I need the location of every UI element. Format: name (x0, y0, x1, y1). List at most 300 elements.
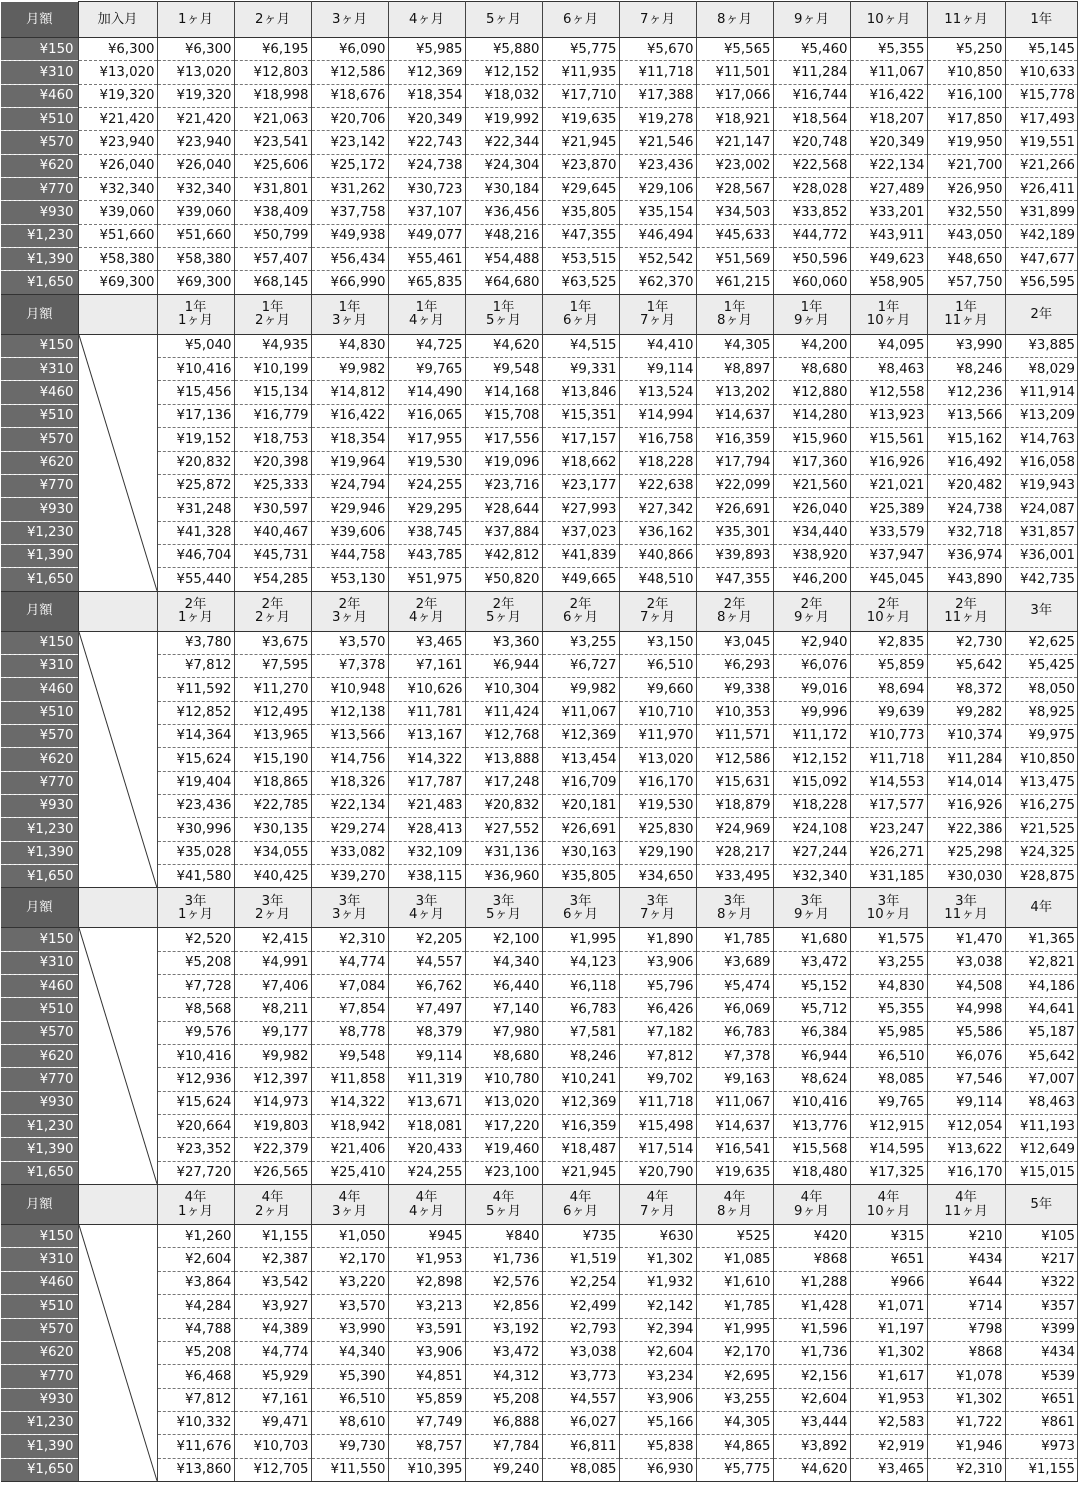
fee-value-cell: ¥9,765 (388, 358, 465, 381)
column-header-label: 2年 (415, 596, 438, 612)
fee-value-cell: ¥16,758 (619, 428, 696, 451)
column-header-label: 3ヶ月 (331, 610, 368, 626)
fee-value-cell: ¥47,677 (1005, 248, 1078, 271)
monthly-fee-label: ¥1,650 (1, 271, 78, 294)
column-header-label: 4年 (646, 1190, 669, 1206)
fee-value-cell: ¥11,270 (234, 678, 311, 701)
fee-value-cell: ¥35,154 (619, 201, 696, 224)
fee-value-cell: ¥15,498 (619, 1115, 696, 1138)
monthly-fee-table (1, 1, 1078, 1482)
fee-value-cell: ¥4,340 (311, 1341, 388, 1364)
fee-value-cell: ¥6,510 (311, 1388, 388, 1411)
monthly-fee-label: ¥310 (1, 358, 78, 381)
fee-value-cell: ¥18,487 (542, 1138, 619, 1161)
column-header-label: 7ヶ月 (639, 313, 676, 329)
monthly-fee-label: ¥570 (1, 131, 78, 154)
monthly-fee-label: ¥460 (1, 1271, 78, 1294)
monthly-fee-label: ¥620 (1, 451, 78, 474)
fee-value-cell: ¥16,275 (1005, 794, 1078, 817)
fee-value-cell: ¥13,846 (542, 381, 619, 404)
fee-value-cell: ¥10,773 (850, 724, 927, 747)
fee-value-cell: ¥7,497 (388, 998, 465, 1021)
column-header-label: 5ヶ月 (485, 906, 522, 922)
fee-value-cell: ¥4,935 (234, 334, 311, 357)
fee-value-cell: ¥10,304 (465, 678, 542, 701)
column-header-label: 3年 (646, 893, 669, 909)
column-header (234, 2, 311, 38)
section-header-row (1, 1185, 1078, 1225)
empty-diagonal-cell (78, 631, 157, 888)
table-row (1, 451, 1078, 474)
fee-value-cell: ¥11,172 (773, 724, 850, 747)
table-row (1, 951, 1078, 974)
column-header-label: 2ヶ月 (254, 313, 291, 329)
fee-value-cell: ¥13,209 (1005, 404, 1078, 427)
fee-value-cell: ¥4,557 (388, 951, 465, 974)
monthly-fee-label: ¥770 (1, 1365, 78, 1388)
fee-value-cell: ¥12,768 (465, 724, 542, 747)
fee-value-cell: ¥9,114 (388, 1045, 465, 1068)
fee-value-cell: ¥4,305 (696, 1411, 773, 1434)
table-row (1, 1045, 1078, 1068)
monthly-fee-label: ¥570 (1, 1318, 78, 1341)
fee-value-cell: ¥31,248 (157, 498, 234, 521)
fee-value-cell: ¥2,576 (465, 1271, 542, 1294)
fee-value-cell: ¥8,463 (1005, 1091, 1078, 1114)
fee-value-cell: ¥26,040 (78, 154, 157, 177)
fee-value-cell: ¥19,530 (388, 451, 465, 474)
table-row (1, 428, 1078, 451)
fee-value-cell: ¥13,020 (465, 1091, 542, 1114)
column-header (465, 591, 542, 631)
fee-value-cell: ¥24,794 (311, 474, 388, 497)
fee-value-cell: ¥10,416 (157, 358, 234, 381)
fee-value-cell: ¥58,380 (78, 248, 157, 271)
fee-value-cell: ¥1,617 (850, 1365, 927, 1388)
fee-value-cell: ¥11,284 (773, 61, 850, 84)
monthly-fee-label: ¥510 (1, 404, 78, 427)
column-header-label: 1年 (492, 299, 515, 315)
fee-value-cell: ¥32,340 (773, 865, 850, 888)
monthly-fee-label: ¥1,650 (1, 1458, 78, 1481)
fee-value-cell: ¥1,995 (696, 1318, 773, 1341)
fee-value-cell: ¥24,325 (1005, 841, 1078, 864)
fee-value-cell: ¥9,730 (311, 1435, 388, 1458)
column-header-label: 2年 (261, 596, 284, 612)
row-header-title: 月額 (1, 294, 78, 334)
fee-value-cell: ¥11,592 (157, 678, 234, 701)
fee-value-cell: ¥17,157 (542, 428, 619, 451)
fee-value-cell: ¥2,387 (234, 1248, 311, 1271)
fee-value-cell: ¥16,100 (927, 84, 1005, 107)
fee-value-cell: ¥39,606 (311, 521, 388, 544)
fee-value-cell: ¥17,248 (465, 771, 542, 794)
column-header-label: 8ヶ月 (716, 610, 753, 626)
fee-value-cell: ¥12,586 (696, 748, 773, 771)
fee-value-cell: ¥5,474 (696, 975, 773, 998)
fee-value-cell: ¥4,851 (388, 1365, 465, 1388)
fee-value-cell: ¥32,340 (78, 178, 157, 201)
fee-value-cell: ¥7,854 (311, 998, 388, 1021)
fee-value-cell: ¥8,610 (311, 1411, 388, 1434)
fee-value-cell: ¥16,422 (311, 404, 388, 427)
fee-value-cell: ¥2,604 (157, 1248, 234, 1271)
fee-value-cell: ¥25,606 (234, 154, 311, 177)
column-header-label: 10ヶ月 (866, 313, 911, 329)
column-header (234, 591, 311, 631)
fee-value-cell: ¥7,140 (465, 998, 542, 1021)
fee-value-cell: ¥12,495 (234, 701, 311, 724)
column-header-label: 9ヶ月 (793, 11, 830, 27)
fee-value-cell: ¥16,541 (696, 1138, 773, 1161)
fee-value-cell: ¥4,200 (773, 334, 850, 357)
monthly-fee-label: ¥460 (1, 975, 78, 998)
column-header-label: 1年 (184, 299, 207, 315)
fee-value-cell: ¥217 (1005, 1248, 1078, 1271)
fee-value-cell: ¥22,344 (465, 131, 542, 154)
table-row (1, 1115, 1078, 1138)
table-row (1, 271, 1078, 294)
fee-value-cell: ¥6,118 (542, 975, 619, 998)
fee-value-cell: ¥31,857 (1005, 521, 1078, 544)
fee-value-cell: ¥24,255 (388, 1161, 465, 1184)
fee-value-cell: ¥15,162 (927, 428, 1005, 451)
fee-value-cell: ¥12,880 (773, 381, 850, 404)
fee-value-cell: ¥29,106 (619, 178, 696, 201)
fee-value-cell: ¥34,650 (619, 865, 696, 888)
column-header-label: 4年 (338, 1190, 361, 1206)
fee-value-cell: ¥42,812 (465, 544, 542, 567)
fee-value-cell: ¥69,300 (157, 271, 234, 294)
fee-value-cell: ¥39,893 (696, 544, 773, 567)
fee-value-cell: ¥43,890 (927, 568, 1005, 591)
column-header (311, 2, 388, 38)
fee-value-cell: ¥14,553 (850, 771, 927, 794)
column-header-label: 4年 (261, 1190, 284, 1206)
fee-value-cell: ¥20,706 (311, 108, 388, 131)
fee-value-cell: ¥18,676 (311, 84, 388, 107)
fee-value-cell: ¥5,460 (773, 38, 850, 61)
fee-value-cell: ¥11,781 (388, 701, 465, 724)
fee-value-cell: ¥1,302 (619, 1248, 696, 1271)
fee-value-cell: ¥11,550 (311, 1458, 388, 1481)
monthly-fee-label: ¥510 (1, 701, 78, 724)
column-header-label: 2年 (184, 596, 207, 612)
column-header-label: 9ヶ月 (793, 906, 830, 922)
fee-value-cell: ¥13,566 (311, 724, 388, 747)
column-header (311, 591, 388, 631)
fee-value-cell: ¥4,123 (542, 951, 619, 974)
table-row (1, 334, 1078, 357)
fee-value-cell: ¥30,597 (234, 498, 311, 521)
fee-value-cell: ¥40,866 (619, 544, 696, 567)
table-row (1, 748, 1078, 771)
fee-value-cell: ¥8,568 (157, 998, 234, 1021)
fee-value-cell: ¥8,085 (850, 1068, 927, 1091)
fee-value-cell: ¥37,023 (542, 521, 619, 544)
column-header-label: 2年 (955, 596, 977, 612)
fee-value-cell: ¥2,310 (311, 928, 388, 951)
fee-value-cell: ¥30,163 (542, 841, 619, 864)
fee-value-cell: ¥1,260 (157, 1225, 234, 1248)
column-header-label: 2年 (723, 596, 746, 612)
column-header (696, 591, 773, 631)
fee-value-cell: ¥4,340 (465, 951, 542, 974)
fee-value-cell: ¥9,765 (850, 1091, 927, 1114)
fee-value-cell: ¥21,406 (311, 1138, 388, 1161)
table-row (1, 84, 1078, 107)
column-header (773, 294, 850, 334)
table-row (1, 1411, 1078, 1434)
fee-value-cell: ¥38,115 (388, 865, 465, 888)
fee-value-cell: ¥11,718 (619, 61, 696, 84)
table-row (1, 1271, 1078, 1294)
column-header-label: 11ヶ月 (944, 610, 988, 626)
fee-value-cell: ¥51,660 (157, 224, 234, 247)
column-header (850, 591, 927, 631)
column-header (619, 294, 696, 334)
fee-value-cell: ¥30,030 (927, 865, 1005, 888)
column-header-label: 11ヶ月 (944, 11, 988, 27)
column-header (388, 591, 465, 631)
fee-value-cell: ¥2,310 (927, 1458, 1005, 1481)
fee-value-cell: ¥11,970 (619, 724, 696, 747)
fee-value-cell: ¥27,342 (619, 498, 696, 521)
fee-value-cell: ¥13,524 (619, 381, 696, 404)
column-header-label: 8ヶ月 (716, 1203, 753, 1219)
column-header (696, 2, 773, 38)
fee-value-cell: ¥357 (1005, 1295, 1078, 1318)
fee-value-cell: ¥23,870 (542, 154, 619, 177)
fee-value-cell: ¥1,736 (465, 1248, 542, 1271)
fee-value-cell: ¥6,811 (542, 1435, 619, 1458)
fee-value-cell: ¥1,050 (311, 1225, 388, 1248)
fee-value-cell: ¥644 (927, 1271, 1005, 1294)
fee-value-cell: ¥2,821 (1005, 951, 1078, 974)
fee-value-cell: ¥43,911 (850, 224, 927, 247)
fee-value-cell: ¥47,355 (696, 568, 773, 591)
column-header-label: 4年 (955, 1190, 977, 1206)
monthly-fee-label: ¥1,390 (1, 248, 78, 271)
column-header (619, 591, 696, 631)
fee-value-cell: ¥6,076 (927, 1045, 1005, 1068)
fee-value-cell: ¥9,576 (157, 1021, 234, 1044)
fee-value-cell: ¥11,571 (696, 724, 773, 747)
fee-value-cell: ¥14,322 (311, 1091, 388, 1114)
fee-value-cell: ¥2,856 (465, 1295, 542, 1318)
fee-value-cell: ¥20,664 (157, 1115, 234, 1138)
fee-value-cell: ¥399 (1005, 1318, 1078, 1341)
column-header-label: 11ヶ月 (944, 906, 988, 922)
fee-value-cell: ¥49,938 (311, 224, 388, 247)
fee-value-cell: ¥1,736 (773, 1341, 850, 1364)
fee-value-cell: ¥20,398 (234, 451, 311, 474)
fee-value-cell: ¥8,680 (773, 358, 850, 381)
fee-value-cell: ¥3,927 (234, 1295, 311, 1318)
fee-value-cell: ¥19,152 (157, 428, 234, 451)
fee-value-cell: ¥28,567 (696, 178, 773, 201)
column-header (696, 294, 773, 334)
diagonal-line (79, 928, 157, 1184)
fee-value-cell: ¥14,490 (388, 381, 465, 404)
fee-value-cell: ¥6,783 (542, 998, 619, 1021)
column-header (773, 888, 850, 928)
empty-diagonal-cell (78, 1225, 157, 1482)
fee-value-cell: ¥48,216 (465, 224, 542, 247)
fee-value-cell: ¥18,865 (234, 771, 311, 794)
fee-value-cell: ¥13,202 (696, 381, 773, 404)
column-header (157, 294, 234, 334)
fee-value-cell: ¥7,581 (542, 1021, 619, 1044)
fee-value-cell: ¥2,898 (388, 1271, 465, 1294)
fee-value-cell: ¥13,776 (773, 1115, 850, 1138)
fee-value-cell: ¥22,134 (850, 154, 927, 177)
column-header-label: 1年 (800, 299, 823, 315)
fee-value-cell: ¥1,722 (927, 1411, 1005, 1434)
fee-value-cell: ¥8,680 (465, 1045, 542, 1068)
column-header-label: 10ヶ月 (866, 1203, 911, 1219)
fee-value-cell: ¥4,410 (619, 334, 696, 357)
fee-value-cell: ¥21,483 (388, 794, 465, 817)
table-row (1, 818, 1078, 841)
column-header-label: 2年 (1030, 306, 1053, 322)
column-header-label: 6ヶ月 (562, 1203, 599, 1219)
fee-value-cell: ¥19,460 (465, 1138, 542, 1161)
fee-value-cell: ¥43,050 (927, 224, 1005, 247)
fee-value-cell: ¥12,397 (234, 1068, 311, 1091)
fee-value-cell: ¥12,936 (157, 1068, 234, 1091)
fee-value-cell: ¥32,550 (927, 201, 1005, 224)
fee-value-cell: ¥11,501 (696, 61, 773, 84)
fee-value-cell: ¥6,930 (619, 1458, 696, 1481)
monthly-fee-label: ¥1,390 (1, 1138, 78, 1161)
fee-value-cell: ¥44,758 (311, 544, 388, 567)
fee-value-cell: ¥4,557 (542, 1388, 619, 1411)
fee-value-cell: ¥11,067 (542, 701, 619, 724)
section-header-row (1, 888, 1078, 928)
fee-value-cell: ¥15,092 (773, 771, 850, 794)
fee-value-cell: ¥12,649 (1005, 1138, 1078, 1161)
column-header-label: 7ヶ月 (639, 11, 676, 27)
fee-value-cell: ¥8,624 (773, 1068, 850, 1091)
fee-value-cell: ¥16,926 (927, 794, 1005, 817)
fee-value-cell: ¥8,372 (927, 678, 1005, 701)
fee-value-cell: ¥14,637 (696, 1115, 773, 1138)
fee-value-cell: ¥18,564 (773, 108, 850, 131)
fee-value-cell: ¥10,780 (465, 1068, 542, 1091)
fee-value-cell: ¥5,208 (465, 1388, 542, 1411)
column-header-label: 3ヶ月 (331, 313, 368, 329)
monthly-fee-label: ¥150 (1, 631, 78, 654)
fee-value-cell: ¥651 (850, 1248, 927, 1271)
table-row (1, 224, 1078, 247)
fee-value-cell: ¥23,247 (850, 818, 927, 841)
fee-value-cell: ¥33,579 (850, 521, 927, 544)
fee-value-cell: ¥51,569 (696, 248, 773, 271)
monthly-fee-label: ¥510 (1, 1295, 78, 1318)
fee-value-cell: ¥45,633 (696, 224, 773, 247)
fee-value-cell: ¥6,027 (542, 1411, 619, 1434)
fee-value-cell: ¥16,744 (773, 84, 850, 107)
fee-value-cell: ¥50,596 (773, 248, 850, 271)
column-header-label: 2年 (800, 596, 823, 612)
fee-value-cell: ¥33,201 (850, 201, 927, 224)
fee-value-cell: ¥6,944 (465, 654, 542, 677)
table-body (1, 2, 1078, 1482)
fee-value-cell: ¥37,758 (311, 201, 388, 224)
column-header-label: 2ヶ月 (254, 1203, 291, 1219)
fee-value-cell: ¥46,704 (157, 544, 234, 567)
fee-value-cell: ¥7,182 (619, 1021, 696, 1044)
fee-value-cell: ¥3,906 (619, 1388, 696, 1411)
fee-value-cell: ¥22,386 (927, 818, 1005, 841)
diagonal-line (79, 1225, 157, 1481)
column-header-label: 8ヶ月 (716, 11, 753, 27)
column-header-label: 3ヶ月 (331, 11, 368, 27)
column-header (465, 888, 542, 928)
column-header (388, 888, 465, 928)
fee-value-cell: ¥2,793 (542, 1318, 619, 1341)
table-row (1, 928, 1078, 951)
fee-value-cell: ¥20,832 (465, 794, 542, 817)
column-header (234, 294, 311, 334)
fee-value-cell: ¥5,859 (850, 654, 927, 677)
fee-value-cell: ¥28,644 (465, 498, 542, 521)
fee-value-cell: ¥868 (773, 1248, 850, 1271)
fee-value-cell: ¥26,411 (1005, 178, 1078, 201)
fee-value-cell: ¥6,888 (465, 1411, 542, 1434)
fee-value-cell: ¥23,940 (157, 131, 234, 154)
fee-value-cell: ¥20,748 (773, 131, 850, 154)
fee-value-cell: ¥10,633 (1005, 61, 1078, 84)
column-header (927, 888, 1005, 928)
fee-value-cell: ¥12,852 (157, 701, 234, 724)
fee-value-cell: ¥525 (696, 1225, 773, 1248)
monthly-fee-label: ¥570 (1, 428, 78, 451)
fee-value-cell: ¥1,785 (696, 1295, 773, 1318)
fee-value-cell: ¥1,428 (773, 1295, 850, 1318)
fee-value-cell: ¥27,552 (465, 818, 542, 841)
monthly-fee-label: ¥310 (1, 951, 78, 974)
table-row (1, 678, 1078, 701)
fee-value-cell: ¥65,835 (388, 271, 465, 294)
column-header (78, 591, 157, 631)
fee-value-cell: ¥34,055 (234, 841, 311, 864)
fee-value-cell: ¥6,384 (773, 1021, 850, 1044)
fee-value-cell: ¥4,641 (1005, 998, 1078, 1021)
fee-value-cell: ¥17,794 (696, 451, 773, 474)
fee-value-cell: ¥26,040 (773, 498, 850, 521)
fee-value-cell: ¥6,440 (465, 975, 542, 998)
fee-value-cell: ¥9,996 (773, 701, 850, 724)
fee-value-cell: ¥4,725 (388, 334, 465, 357)
fee-value-cell: ¥8,925 (1005, 701, 1078, 724)
column-header-label: 10ヶ月 (866, 11, 911, 27)
monthly-fee-label: ¥770 (1, 178, 78, 201)
monthly-fee-label: ¥510 (1, 108, 78, 131)
fee-value-cell: ¥21,945 (542, 1161, 619, 1184)
fee-value-cell: ¥3,570 (311, 631, 388, 654)
section-header-row (1, 591, 1078, 631)
column-header (542, 888, 619, 928)
table-row (1, 701, 1078, 724)
column-header (311, 1185, 388, 1225)
empty-diagonal-cell (78, 334, 157, 591)
fee-value-cell: ¥18,753 (234, 428, 311, 451)
fee-value-cell: ¥40,425 (234, 865, 311, 888)
fee-value-cell: ¥54,285 (234, 568, 311, 591)
fee-value-cell: ¥23,177 (542, 474, 619, 497)
